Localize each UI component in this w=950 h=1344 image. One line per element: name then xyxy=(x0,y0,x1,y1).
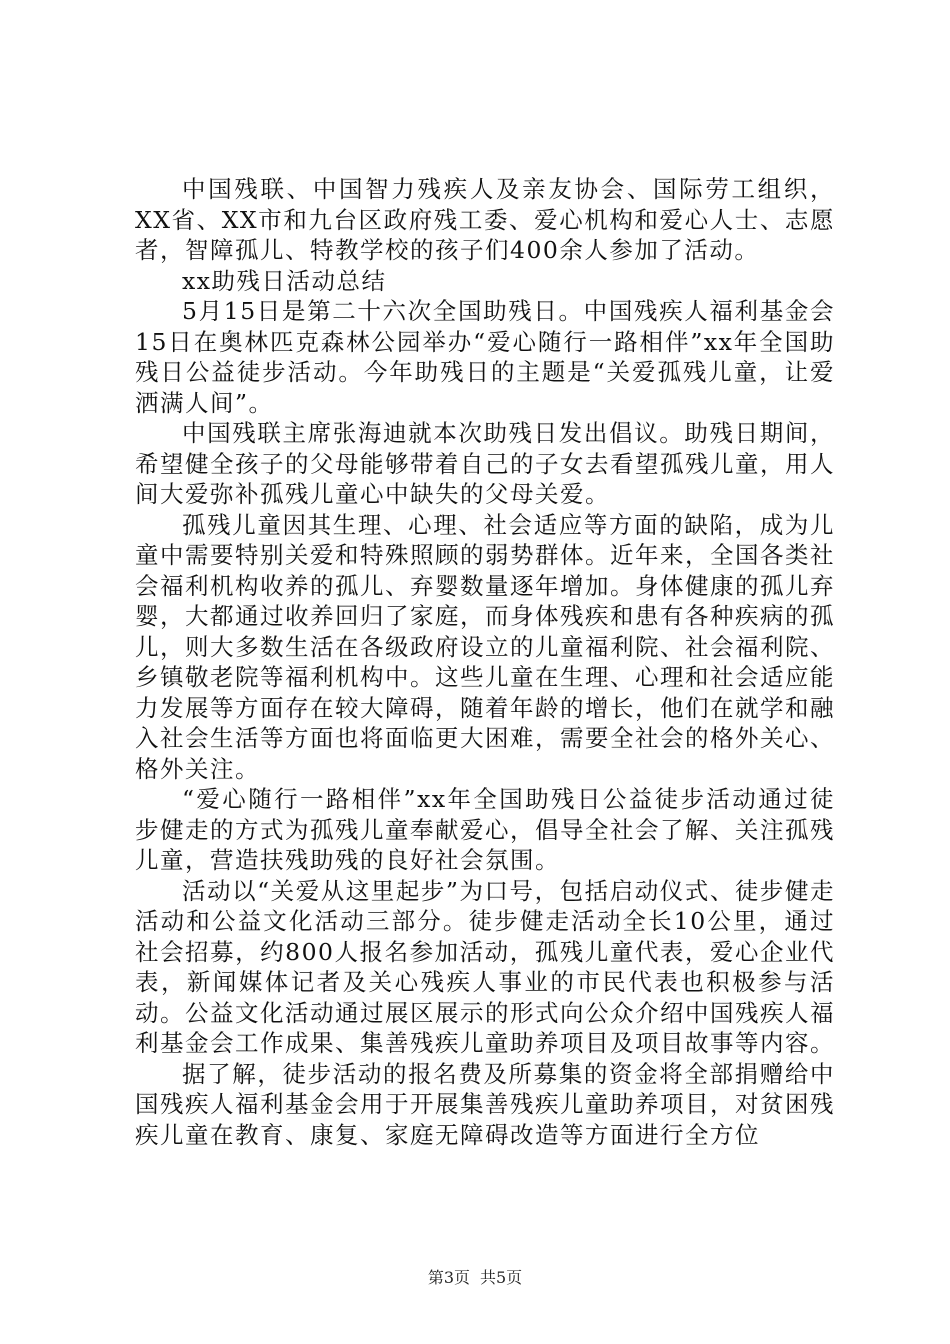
page-footer xyxy=(0,1268,950,1288)
document-body xyxy=(135,174,835,1150)
paragraph-initiative: 中国残联主席张海迪就本次助残日发出倡议。助残日期间，希望健全孩子的父母能够带着自己的子女去看望孤残儿童，用人间大爱弥补孤残儿童心中缺失的父母关爱。 xyxy=(135,419,835,508)
paragraph-event-intro: 5月15日是第二十六次全国助残日。中国残疾人福利基金会15日在奥林匹克森林公园举办“爱心随行一路相伴”xx年全国助残日公益徒步活动。今年助残日的主题是“关爱孤残儿童，让爱洒满人间”。 xyxy=(135,297,835,417)
section-heading: xx助残日活动总结 xyxy=(182,266,387,295)
paragraph-walk-purpose: “爱心随行一路相伴”xx年全国助残日公益徒步活动通过徒步健走的方式为孤残儿童奉献爱心，倡导全社会了解、关注孤残儿童，营造扶残助残的良好社会氛围。 xyxy=(135,785,835,874)
page-total: 共5页 xyxy=(480,1268,523,1287)
paragraph-donation: 据了解，徒步活动的报名费及所募集的资金将全部捐赠给中国残疾人福利基金会用于开展集善残疾儿童助养项目，对贫困残疾儿童在教育、康复、家庭无障碍改造等方面进行全方位 xyxy=(135,1059,835,1149)
page-number: 第3页 xyxy=(427,1268,470,1287)
paragraph-orphans: 孤残儿童因其生理、心理、社会适应等方面的缺陷，成为儿童中需要特别关爱和特殊照顾的弱势群体。近年来，全国各类社会福利机构收养的孤儿、弃婴数量逐年增加。身体健康的孤儿弃婴，大都通过收养回归了家庭，而身体残疾和患有各种疾病的孤儿，则大多数生活在各级政府设立的儿童福利院、社会福利院、乡镇敬老院等福利机构中。这些儿童在生理、心理和社会适应能力发展等方面存在较大障碍，随着年龄的增长，他们在就学和融入社会生活等方面也将面临更大困难，需要全社会的格外关心、格外关注。 xyxy=(135,510,835,783)
paragraph-activity-details: 活动以“关爱从这里起步”为口号，包括启动仪式、徒步健走活动和公益文化活动三部分。徒步健走活动全长10公里，通过社会招募，约800人报名参加活动，孤残儿童代表，爱心企业代表，新闻媒体记者及关心残疾人事业的市民代表也积极参与活动。公益文化活动通过展区展示的形式向公众介绍中国残疾人福利基金会工作成果、集善残疾儿童助养项目及项目故事等内容。 xyxy=(135,876,835,1057)
paragraph-attendees: 中国残联、中国智力残疾人及亲友协会、国际劳工组织，XX省、XX市和九台区政府残工委、爱心机构和爱心人士、志愿者，智障孤儿、特教学校的孩子们400余人参加了活动。 xyxy=(135,175,835,264)
